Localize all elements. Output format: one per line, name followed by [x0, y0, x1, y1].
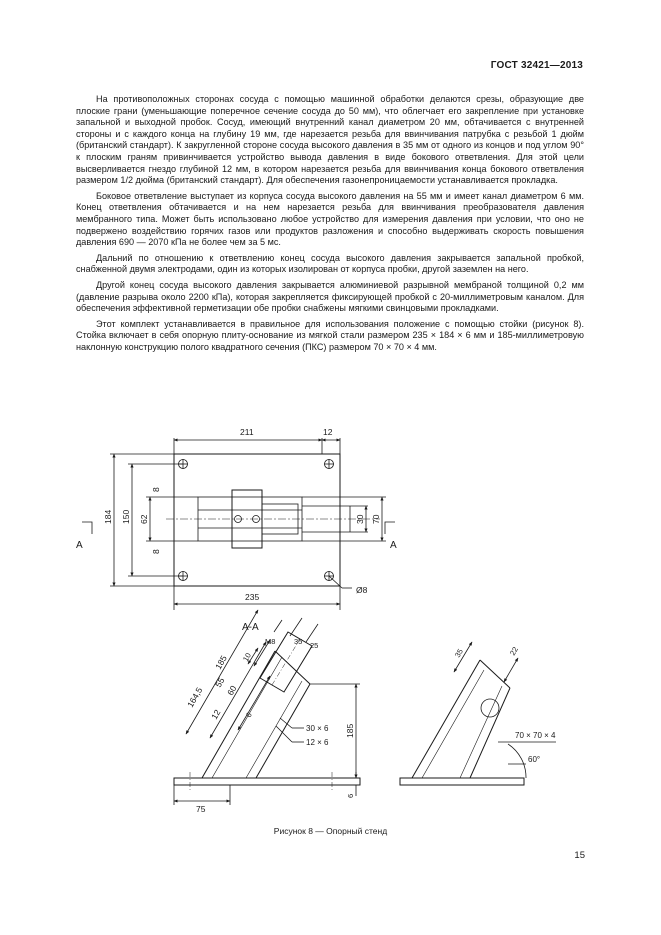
- label-30x6: 30 × 6: [306, 724, 329, 733]
- dim-70: 70: [371, 514, 381, 524]
- dim-30: 30: [355, 514, 365, 524]
- dim-184: 184: [103, 509, 113, 524]
- paragraph: Боковое ответвление выступает из корпуса сосуда высокого давления на 55 мм и имеет канал диаметром 6 мм. Конец ответвления обтачивается и на нем нарезается резьба для ввинчивания преобразователя давления мембранного типа. Может быть использовано любое устройство для измерения давления при условии, что оно не подвержено воздействию горячих газов или продуктов разложения и способно выдерживать скорость повышения давления 690 — 2070 кПа не более чем за 5 мс.: [76, 190, 584, 248]
- dim-m8: M8: [265, 637, 276, 646]
- technical-drawing: [70, 420, 590, 820]
- angle-60: 60°: [528, 755, 541, 764]
- dim-75: 75: [196, 804, 206, 814]
- dim-185: 185: [213, 653, 229, 671]
- dim-150: 150: [121, 509, 131, 524]
- dim-211: 211: [240, 427, 254, 437]
- section-mark-left: A: [76, 540, 83, 551]
- base-plate-side: [400, 778, 524, 785]
- dim-35: 35: [294, 637, 303, 646]
- section-title: A-A: [242, 622, 259, 633]
- dim-25: 25: [310, 641, 319, 650]
- dim-6: 6: [243, 710, 254, 719]
- inclined-tube-side: [412, 660, 510, 778]
- paragraph: Этот комплект устанавливается в правильное для использования положение с помощью стойки (рисунок 8). Стойка включает в себя опорную плиту-основание из мягкой стали размером 235 × 184 × 6 мм и 185-миллиметровую наклонную конструкцию полого квадратного сечения (ПКС) размером 70 × 70 × 4 мм.: [76, 318, 584, 352]
- dim-10: 10: [240, 651, 253, 663]
- support-stand-drawing: [70, 420, 590, 820]
- base-plate: [174, 454, 340, 586]
- dim-8: 8: [151, 549, 161, 554]
- figure-caption: Рисунок 8 — Опорный стенд: [273, 826, 388, 836]
- label-12x6: 12 × 6: [306, 738, 329, 747]
- standard-number: ГОСТ 32421—2013: [490, 60, 583, 71]
- dim-6-plate: 6: [346, 793, 355, 798]
- dim-55: 55: [213, 675, 227, 689]
- label-pks: 70 × 70 × 4: [515, 731, 556, 740]
- dim-164-5: 164,5: [185, 685, 205, 709]
- dim-12: 12: [323, 427, 333, 437]
- dim-62: 62: [139, 514, 149, 524]
- page-number: 15: [574, 850, 585, 861]
- side-dim-22: 22: [507, 645, 520, 657]
- paragraph: Дальний по отношению к ответвлению конец сосуда высокого давления закрывается запальной пробкой, снабженной двумя электродами, один из которых изолирован от корпуса пробки, другой заземлен на него.: [76, 252, 584, 275]
- dim-12: 12: [209, 707, 223, 721]
- dim-8: 8: [151, 487, 161, 492]
- hole-diameter: Ø8: [356, 585, 368, 595]
- dim-185-vertical: 185: [345, 723, 355, 738]
- dim-235: 235: [245, 592, 260, 602]
- side-dim-35: 35: [452, 647, 465, 659]
- section-mark-right: A: [390, 540, 397, 551]
- body-text: [76, 94, 584, 357]
- bolt-hole: [324, 459, 334, 469]
- paragraph: На противоположных сторонах сосуда с помощью машинной обработки делаются срезы, образующие две плоские грани (уменьшающие поперечное сечение сосуда до 50 мм), что облегчает его закрепление при установке запальной и выходной пробок. Сосуд, имеющий внутренний канал диаметром 20 мм, обтачивается с внутренней стороны и с каждого конца на глубину 19 мм, где нарезается резьба для ввинчивания патрубка с резьбой 1 дюйм (британский стандарт). К закругленной стороне сосуда высокого давления в 35 мм от одного из концов и под углом 90° к плоским граням привинчивается устройство вывода давления в виде бокового ответвления. Для этой цели высверливается гнездо глубиной 12 мм, в котором нарезается резьба для ввинчивания конца бокового ответвления размером 1/2 дюйма (британский стандарт). Для обеспечения газонепроницаемости устанавливается прокладка.: [76, 94, 584, 186]
- dim-60: 60: [225, 683, 239, 697]
- paragraph: Другой конец сосуда высокого давления закрывается алюминиевой разрывной мембраной толщиной 0,2 мм (давление разрыва около 2200 кПа), которая закрепляется фиксирующей пробкой с 20-миллиметровым каналом. Для обеспечения эффективной герметизации обе пробки снабжены мягкими свинцовыми прокладками.: [76, 279, 584, 314]
